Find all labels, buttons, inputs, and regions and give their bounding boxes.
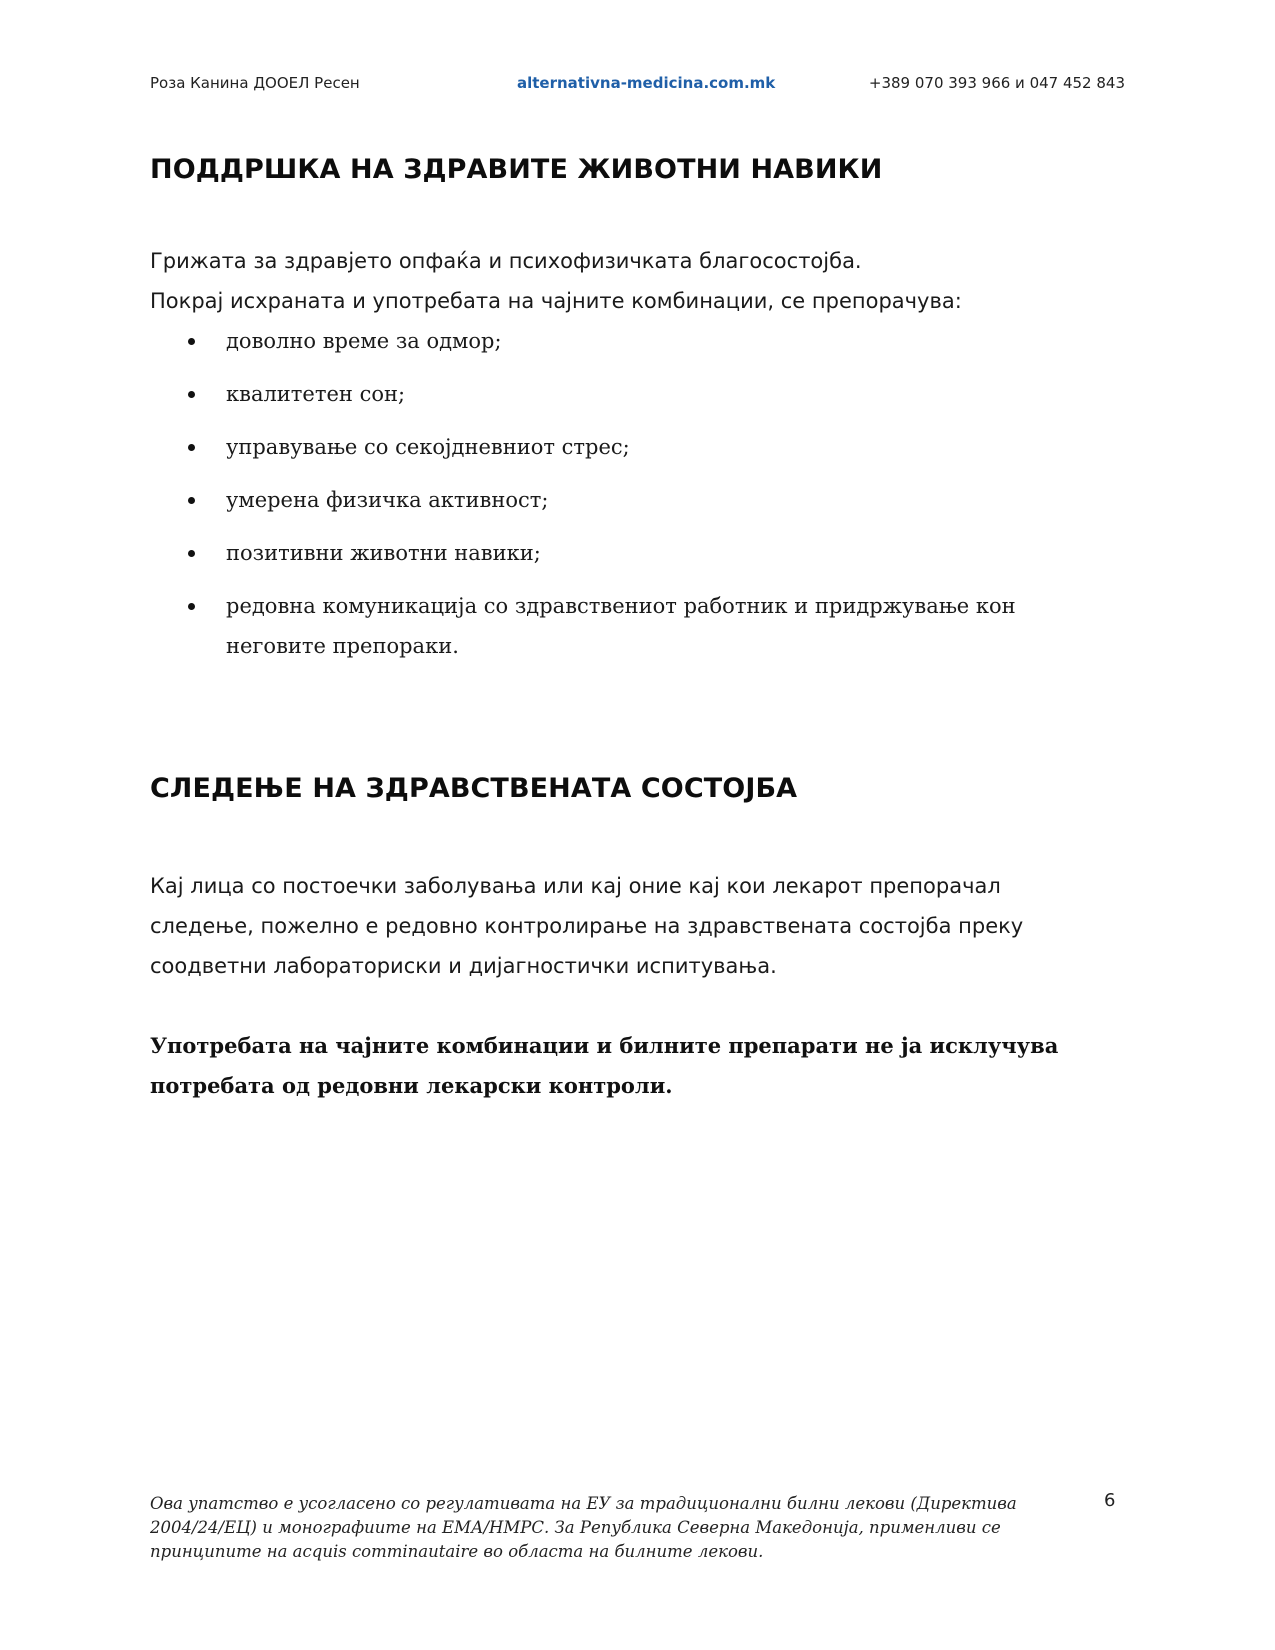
footer-disclaimer: Ова упатство е усогласено со регулативата на ЕУ за традиционални билни лекови (Директива 2004/24/ЕЦ) и монографиите на ЕМА/НМРС. За Република Северна Македонија, применливи се принципите на acquis comminautaire во областа на билните лекови.: [150, 1494, 1017, 1561]
page-header: [150, 74, 1125, 98]
habits-list: [150, 321, 1050, 679]
bullet-icon: [188, 603, 195, 610]
list-item-text: управување со секојдневниот стрес;: [226, 435, 630, 459]
list-item-text: умерена физичка активност;: [226, 488, 549, 512]
list-item-text: позитивни животни навики;: [226, 541, 541, 565]
list-item: [150, 321, 1050, 361]
list-item-text: квалитетен сон;: [226, 382, 406, 406]
list-item: [150, 533, 1050, 573]
bullet-icon: [188, 550, 195, 557]
list-item: [150, 374, 1050, 414]
monitoring-paragraph: Кај лица со постоечки заболувања или кај оние кај кои лекарот препорачал следење, пожелно е редовно контролирање на здравствената состојба преку соодветни лабораториски и дијагностички испитувања.: [150, 874, 1024, 978]
page-number: 6: [1104, 1490, 1116, 1511]
list-item: [150, 480, 1050, 520]
list-item-text: доволно време за одмор;: [226, 329, 502, 353]
intro-line-1: Грижата за здравјето опфаќа и психофизичката благосостојба.: [150, 249, 862, 273]
header-website-link[interactable]: alternativna-medicina.com.mk: [517, 74, 776, 92]
bullet-icon: [188, 338, 195, 345]
header-company-name: Роза Канина ДООЕЛ Ресен: [150, 74, 360, 92]
bullet-icon: [188, 497, 195, 504]
bullet-icon: [188, 444, 195, 451]
section-heading-healthy-habits: ПОДДРШКА НА ЗДРАВИТЕ ЖИВОТНИ НАВИКИ: [150, 154, 883, 185]
intro-paragraph: [150, 241, 1080, 321]
important-note: Употребата на чајните комбинации и билните препарати не ја исклучува потребата од редовни лекарски контроли.: [150, 1033, 1059, 1098]
header-phone: +389 070 393 966 и 047 452 843: [868, 74, 1125, 92]
list-item: [150, 586, 1050, 666]
intro-line-2: Покрај исхраната и употребата на чајните комбинации, се препорачува:: [150, 289, 962, 313]
list-item-text: редовна комуникација со здравствениот работник и придржување кон неговите препораки.: [226, 594, 1016, 658]
section-heading-health-monitoring: СЛЕДЕЊЕ НА ЗДРАВСТВЕНАТА СОСТОЈБА: [150, 773, 798, 804]
bullet-icon: [188, 391, 195, 398]
list-item: [150, 427, 1050, 467]
